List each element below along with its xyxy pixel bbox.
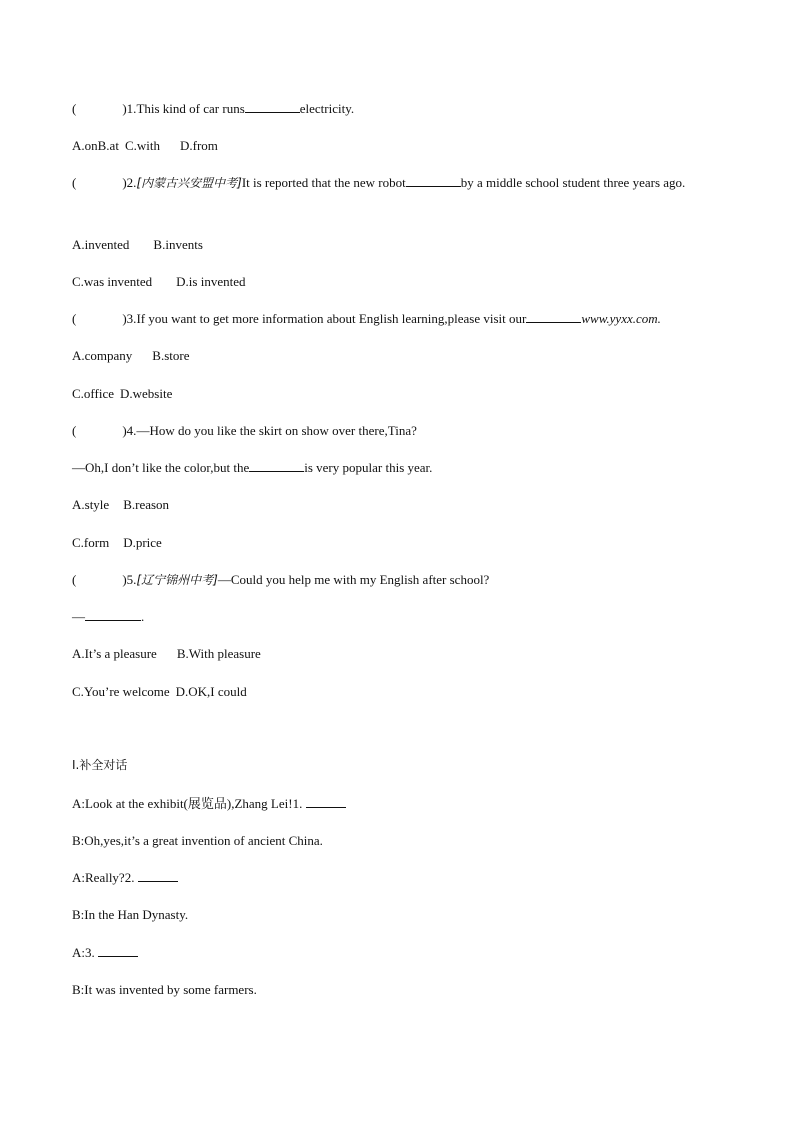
question-3-options-row-2 [72,385,172,402]
question-4-paren: ( [72,423,77,438]
question-3-blank [526,311,581,323]
option-b: B.With pleasure [176,646,261,661]
question-2-number: )2. [122,175,137,190]
option-c: C.You’re welcome [72,684,170,699]
question-5-source: [辽宁锦州中考] [136,573,218,587]
dialogue-line-2 [72,832,323,849]
question-2-options-row-1 [72,236,203,253]
dialogue-line-6 [72,981,257,998]
question-2-paren: ( [72,175,77,190]
option-d: D.is invented [176,274,246,289]
question-5-stem-before: — [72,609,85,624]
question-1-paren: ( [72,101,77,116]
question-3-options-row-1 [72,347,190,364]
question-3-number: )3. [122,311,137,326]
option-a: A.style [72,497,110,512]
option-d: D.price [123,535,162,550]
option-a: A.on [72,138,98,153]
question-2-options-row-2 [72,273,245,290]
question-4-stem-line-1: —How do you like the skirt on show over there,Tina? [136,423,417,438]
question-4-stem-after: is very popular this year. [304,460,433,475]
option-d: D.website [120,386,173,401]
option-b: B.at [97,138,119,153]
question-3-url: www.yyxx.com. [581,311,661,326]
dialogue-line-5-text: A:3. [72,945,95,960]
question-5-blank [85,609,141,621]
question-5-stem-after: . [141,609,145,624]
dialogue-line-1-text: A:Look at the exhibit(展览品),Zhang Lei!1. [72,796,303,811]
option-c: C.with [124,138,160,153]
question-5-stem-line-1: —Could you help me with my English after school? [217,572,490,587]
question-2-source: [内蒙古兴安盟中考] [136,176,242,190]
option-a: A.company [72,348,133,363]
question-3-stem-before: If you want to get more information about English learning,please visit our [136,311,527,326]
option-b: B.store [152,348,190,363]
question-2-stem-after: by a middle school student three years ago. [460,175,686,190]
question-4-blank [249,460,304,472]
question-1-stem-after: electricity. [299,101,355,116]
option-c: C.was invented [72,274,153,289]
question-1-options [72,137,218,154]
question-5-stem [72,571,489,589]
question-1-number: )1. [122,101,137,116]
dialogue-line-4 [72,906,188,923]
dialogue-line-2-text: B:Oh,yes,it’s a great invention of ancient China. [72,833,323,848]
question-2-blank [406,175,461,187]
dialogue-line-1 [72,795,346,812]
dialogue-blank-1 [306,796,346,808]
option-c: C.office [72,386,114,401]
option-b: B.reason [123,497,170,512]
question-2-stem [72,171,724,195]
option-b: B.invents [153,237,203,252]
question-1-blank [245,101,300,113]
question-5-options-row-1 [72,645,261,662]
option-d: D.from [180,138,218,153]
dialogue-blank-2 [138,870,178,882]
question-3-paren: ( [72,311,77,326]
dialogue-line-3-text: A:Really?2. [72,870,135,885]
dialogue-line-6-text: B:It was invented by some farmers. [72,982,257,997]
question-5-number: )5. [122,572,137,587]
dialogue-blank-3 [98,945,138,957]
question-3-stem [72,310,661,327]
question-4-number: )4. [122,423,137,438]
question-4-options-row-2 [72,534,162,551]
question-4-stem [72,422,417,439]
question-5-paren: ( [72,572,77,587]
option-a: A.It’s a pleasure [72,646,157,661]
question-2-stem-before: It is reported that the new robot [241,175,406,190]
dialogue-line-5 [72,944,138,961]
dialogue-line-4-text: B:In the Han Dynasty. [72,907,189,922]
question-1-stem [72,100,354,117]
question-4-options-row-1 [72,496,169,513]
question-5-stem-line-2 [72,608,144,625]
option-c: C.form [72,535,110,550]
question-4-stem-before: —Oh,I don’t like the color,but the [72,460,250,475]
option-d: D.OK,I could [175,684,247,699]
question-4-stem-line-2 [72,459,432,476]
section-heading: Ⅰ.补全对话 [72,758,128,772]
question-1-stem-before: This kind of car runs [136,101,245,116]
question-5-options-row-2 [72,683,247,700]
option-a: A.invented [72,237,130,252]
dialogue-line-3 [72,869,178,886]
